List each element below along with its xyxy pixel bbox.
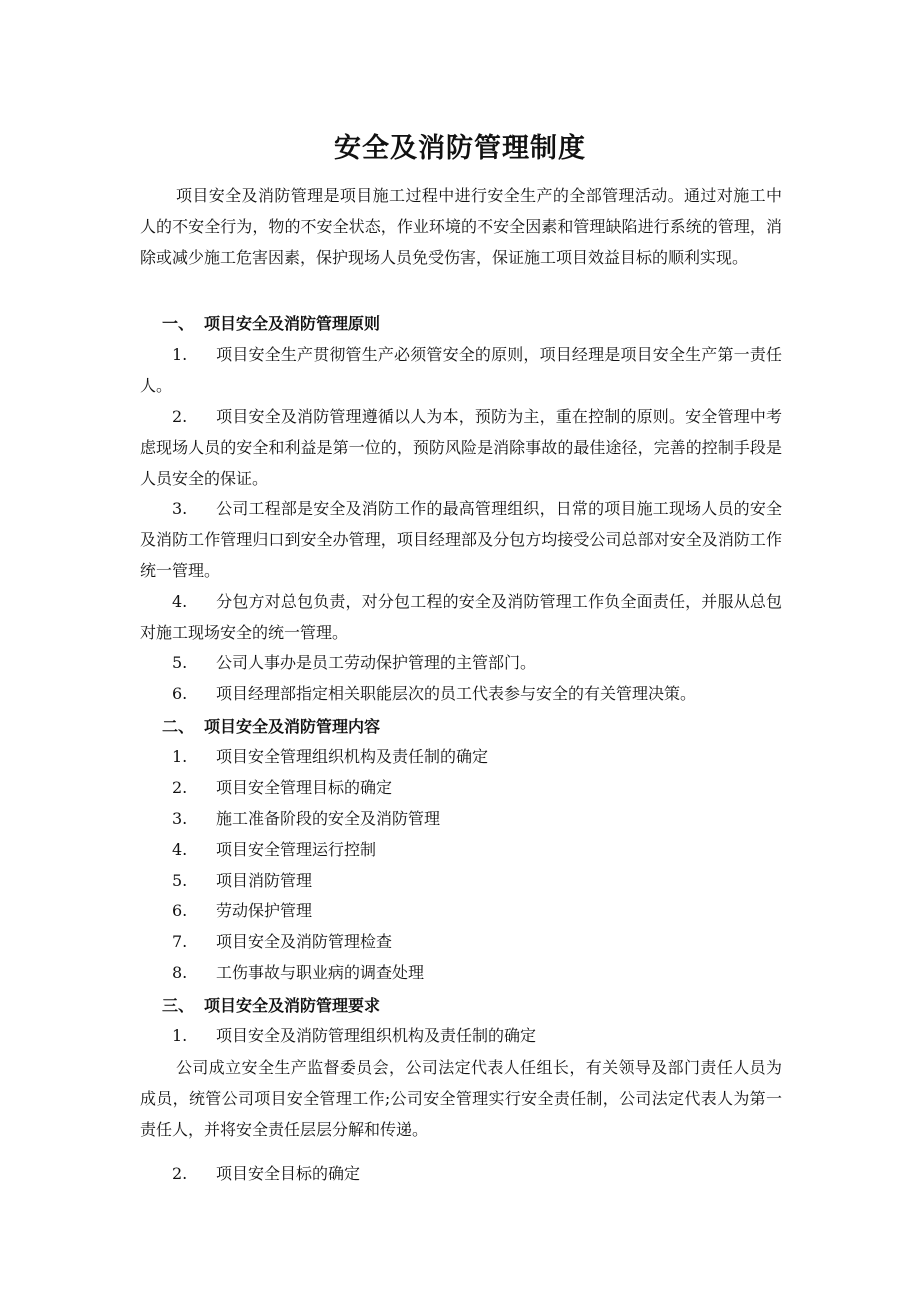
item-number: 5. <box>172 871 188 890</box>
item-text: 工伤事故与职业病的调查处理 <box>216 963 425 982</box>
item-text: 项目安全管理运行控制 <box>216 840 377 859</box>
item-text: 项目经理部指定相关职能层次的员工代表参与安全的有关管理决策。 <box>216 684 697 703</box>
section-heading-3 <box>140 993 782 1019</box>
list-item <box>140 339 782 401</box>
item-number: 8. <box>172 963 188 982</box>
list-item <box>140 806 782 832</box>
list-item <box>140 681 782 707</box>
list-item <box>140 493 782 586</box>
item-text: 项目安全及消防管理检查 <box>216 932 393 951</box>
item-text: 项目安全管理目标的确定 <box>216 778 393 797</box>
item-text: 项目安全目标的确定 <box>216 1164 361 1183</box>
section-title: 项目安全及消防管理内容 <box>204 717 381 736</box>
item-number: 1. <box>172 345 188 364</box>
list-item <box>140 586 782 648</box>
section-number: 三、 <box>162 996 195 1015</box>
list-item <box>140 960 782 986</box>
item-text: 公司人事办是员工劳动保护管理的主管部门。 <box>216 653 537 672</box>
list-item <box>140 401 782 494</box>
section-title: 项目安全及消防管理要求 <box>204 996 381 1015</box>
item-number: 6. <box>172 901 188 920</box>
item-text: 项目安全生产贯彻管生产必须管安全的原则，项目经理是项目安全生产第一责任人。 <box>140 345 782 395</box>
item-text: 项目安全管理组织机构及责任制的确定 <box>216 747 489 766</box>
item-number: 7. <box>172 932 188 951</box>
item-number: 1. <box>172 747 188 766</box>
item-number: 1. <box>172 1026 188 1045</box>
document-title: 安全及消防管理制度 <box>334 133 586 164</box>
item-number: 2. <box>172 778 188 797</box>
item-text: 项目安全及消防管理组织机构及责任制的确定 <box>216 1026 537 1045</box>
item-text: 劳动保护管理 <box>216 901 313 920</box>
list-item <box>140 1161 782 1187</box>
item-number: 4. <box>172 592 188 611</box>
item-number: 6. <box>172 684 188 703</box>
item-text: 分包方对总包负责，对分包工程的安全及消防管理工作负全面责任，并服从总包对施工现场安全的统一管理。 <box>140 592 782 642</box>
list-item <box>140 929 782 955</box>
section-heading-2 <box>140 714 782 740</box>
item-text: 项目消防管理 <box>216 871 313 890</box>
item-number: 4. <box>172 840 188 859</box>
item-number: 3. <box>172 499 188 518</box>
list-item <box>140 868 782 894</box>
list-item <box>140 1023 782 1049</box>
list-item <box>140 837 782 863</box>
section-number: 一、 <box>162 314 195 333</box>
section-title: 项目安全及消防管理原则 <box>204 314 381 333</box>
list-item <box>140 775 782 801</box>
section-heading-1 <box>140 311 782 337</box>
item-number: 2. <box>172 1164 188 1183</box>
item-text: 公司工程部是安全及消防工作的最高管理组织，日常的项目施工现场人员的安全及消防工作管理归口到安全办管理，项目经理部及分包方均接受公司总部对安全及消防工作统一管理。 <box>140 499 782 580</box>
section-number: 二、 <box>162 717 195 736</box>
intro-paragraph: 项目安全及消防管理是项目施工过程中进行安全生产的全部管理活动。通过对施工中人的不安全行为，物的不安全状态，作业环境的不安全因素和管理缺陷进行系统的管理，消除或减少施工危害因素，保护现场人员免受伤害，保证施工项目效益目标的顺利实现。 <box>140 186 782 267</box>
item-number: 2. <box>172 407 188 426</box>
list-item <box>140 898 782 924</box>
item-number: 5. <box>172 653 188 672</box>
list-item <box>140 650 782 676</box>
body-paragraph: 公司成立安全生产监督委员会，公司法定代表人任组长，有关领导及部门责任人员为成员，统管公司项目安全管理工作;公司安全管理实行安全责任制，公司法定代表人为第一责任人，并将安全责任层层分解和传递。 <box>140 1058 782 1139</box>
list-item <box>140 744 782 770</box>
item-number: 3. <box>172 809 188 828</box>
item-text: 项目安全及消防管理遵循以人为本，预防为主，重在控制的原则。安全管理中考虑现场人员的安全和利益是第一位的，预防风险是消除事故的最佳途径，完善的控制手段是人员安全的保证。 <box>140 407 782 488</box>
item-text: 施工准备阶段的安全及消防管理 <box>216 809 441 828</box>
